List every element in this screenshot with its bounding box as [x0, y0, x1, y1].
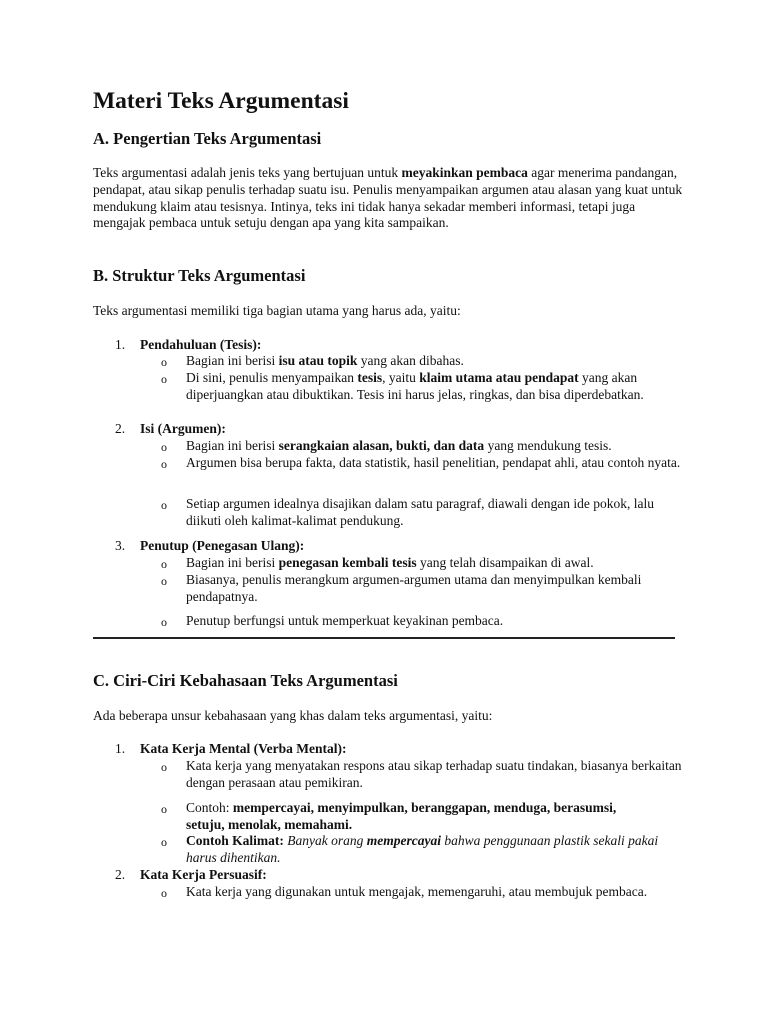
section-b-intro: Teks argumentasi memiliki tiga bagian utama yang harus ada, yaitu: — [93, 303, 461, 318]
list-item: Argumen bisa berupa fakta, data statistik, hasil penelitian, pendapat ahli, atau contoh nyata. — [186, 455, 681, 470]
section-c-intro: Ada beberapa unsur kebahasaan yang khas dalam teks argumentasi, yaitu: — [93, 708, 493, 723]
list-item-title: Penutup (Penegasan Ulang): — [140, 538, 305, 553]
list-number: 1. — [115, 741, 126, 756]
list-item: Bagian ini berisi penegasan kembali tesis yang telah disampaikan di awal. — [186, 555, 594, 570]
list-item: Contoh Kalimat: Banyak orang mempercayai bahwa penggunaan plastik sekali pakai harus dihentikan. — [186, 833, 659, 865]
bullet-glyph: o — [161, 802, 167, 816]
bullet-glyph: o — [161, 760, 167, 774]
bullet-glyph: o — [161, 557, 167, 571]
bullet-glyph: o — [161, 574, 167, 588]
horizontal-divider — [93, 637, 675, 639]
list-number: 3. — [115, 538, 126, 553]
list-item: Biasanya, penulis merangkum argumen-argumen utama dan menyimpulkan kembali pendapatnya. — [186, 572, 642, 604]
list-item: Bagian ini berisi isu atau topik yang akan dibahas. — [186, 353, 464, 368]
list-item-title: Pendahuluan (Tesis): — [140, 337, 262, 352]
list-item: Di sini, penulis menyampaikan tesis, yaitu klaim utama atau pendapat yang akan diperjuangkan atau dibuktikan. Tesis ini harus jelas, ringkas, dan bisa diperdebatkan. — [186, 370, 644, 402]
list-number: 2. — [115, 421, 126, 436]
list-item-title: Kata Kerja Persuasif: — [140, 867, 267, 882]
list-item-title: Isi (Argumen): — [140, 421, 226, 436]
document-title: Materi Teks Argumentasi — [93, 88, 349, 114]
list-item-title: Kata Kerja Mental (Verba Mental): — [140, 741, 347, 756]
section-a-heading: A. Pengertian Teks Argumentasi — [93, 129, 322, 148]
list-item: Bagian ini berisi serangkaian alasan, bukti, dan data yang mendukung tesis. — [186, 438, 612, 453]
section-b-heading: B. Struktur Teks Argumentasi — [93, 266, 306, 285]
list-item: Setiap argumen idealnya disajikan dalam satu paragraf, diawali dengan ide pokok, lalu diikuti oleh kalimat-kalimat pendukung. — [186, 496, 654, 528]
list-number: 1. — [115, 337, 126, 352]
bullet-glyph: o — [161, 835, 167, 849]
list-item: Kata kerja yang menyatakan respons atau sikap terhadap suatu tindakan, biasanya berkaitan dengan perasaan atau pemikiran. — [186, 758, 682, 790]
list-number: 2. — [115, 867, 126, 882]
section-a-paragraph: Teks argumentasi adalah jenis teks yang bertujuan untuk meyakinkan pembaca agar menerima pandangan, pendapat, atau sikap penulis terhadap suatu isu. Penulis menyampaikan argumen atau alasan yang kuat untuk mendukung klaim atau tesisnya. Intinya, teks ini tidak hanya sekadar memberi informasi, tetapi juga mengajak pembaca untuk setuju dengan apa yang kita sampaikan. — [93, 165, 683, 231]
bullet-glyph: o — [161, 886, 167, 900]
bullet-glyph: o — [161, 457, 167, 471]
bullet-glyph: o — [161, 355, 167, 369]
section-c-heading: C. Ciri-Ciri Kebahasaan Teks Argumentasi — [93, 671, 398, 690]
bullet-glyph: o — [161, 440, 167, 454]
bullet-glyph: o — [161, 498, 167, 512]
list-item: Penutup berfungsi untuk memperkuat keyakinan pembaca. — [186, 613, 504, 628]
bullet-glyph: o — [161, 615, 167, 629]
list-item: Kata kerja yang digunakan untuk mengajak, memengaruhi, atau membujuk pembaca. — [186, 884, 648, 899]
list-item: Contoh: mempercayai, menyimpulkan, beranggapan, menduga, berasumsi, setuju, menolak, memahami. — [186, 800, 617, 832]
bullet-glyph: o — [161, 372, 167, 386]
